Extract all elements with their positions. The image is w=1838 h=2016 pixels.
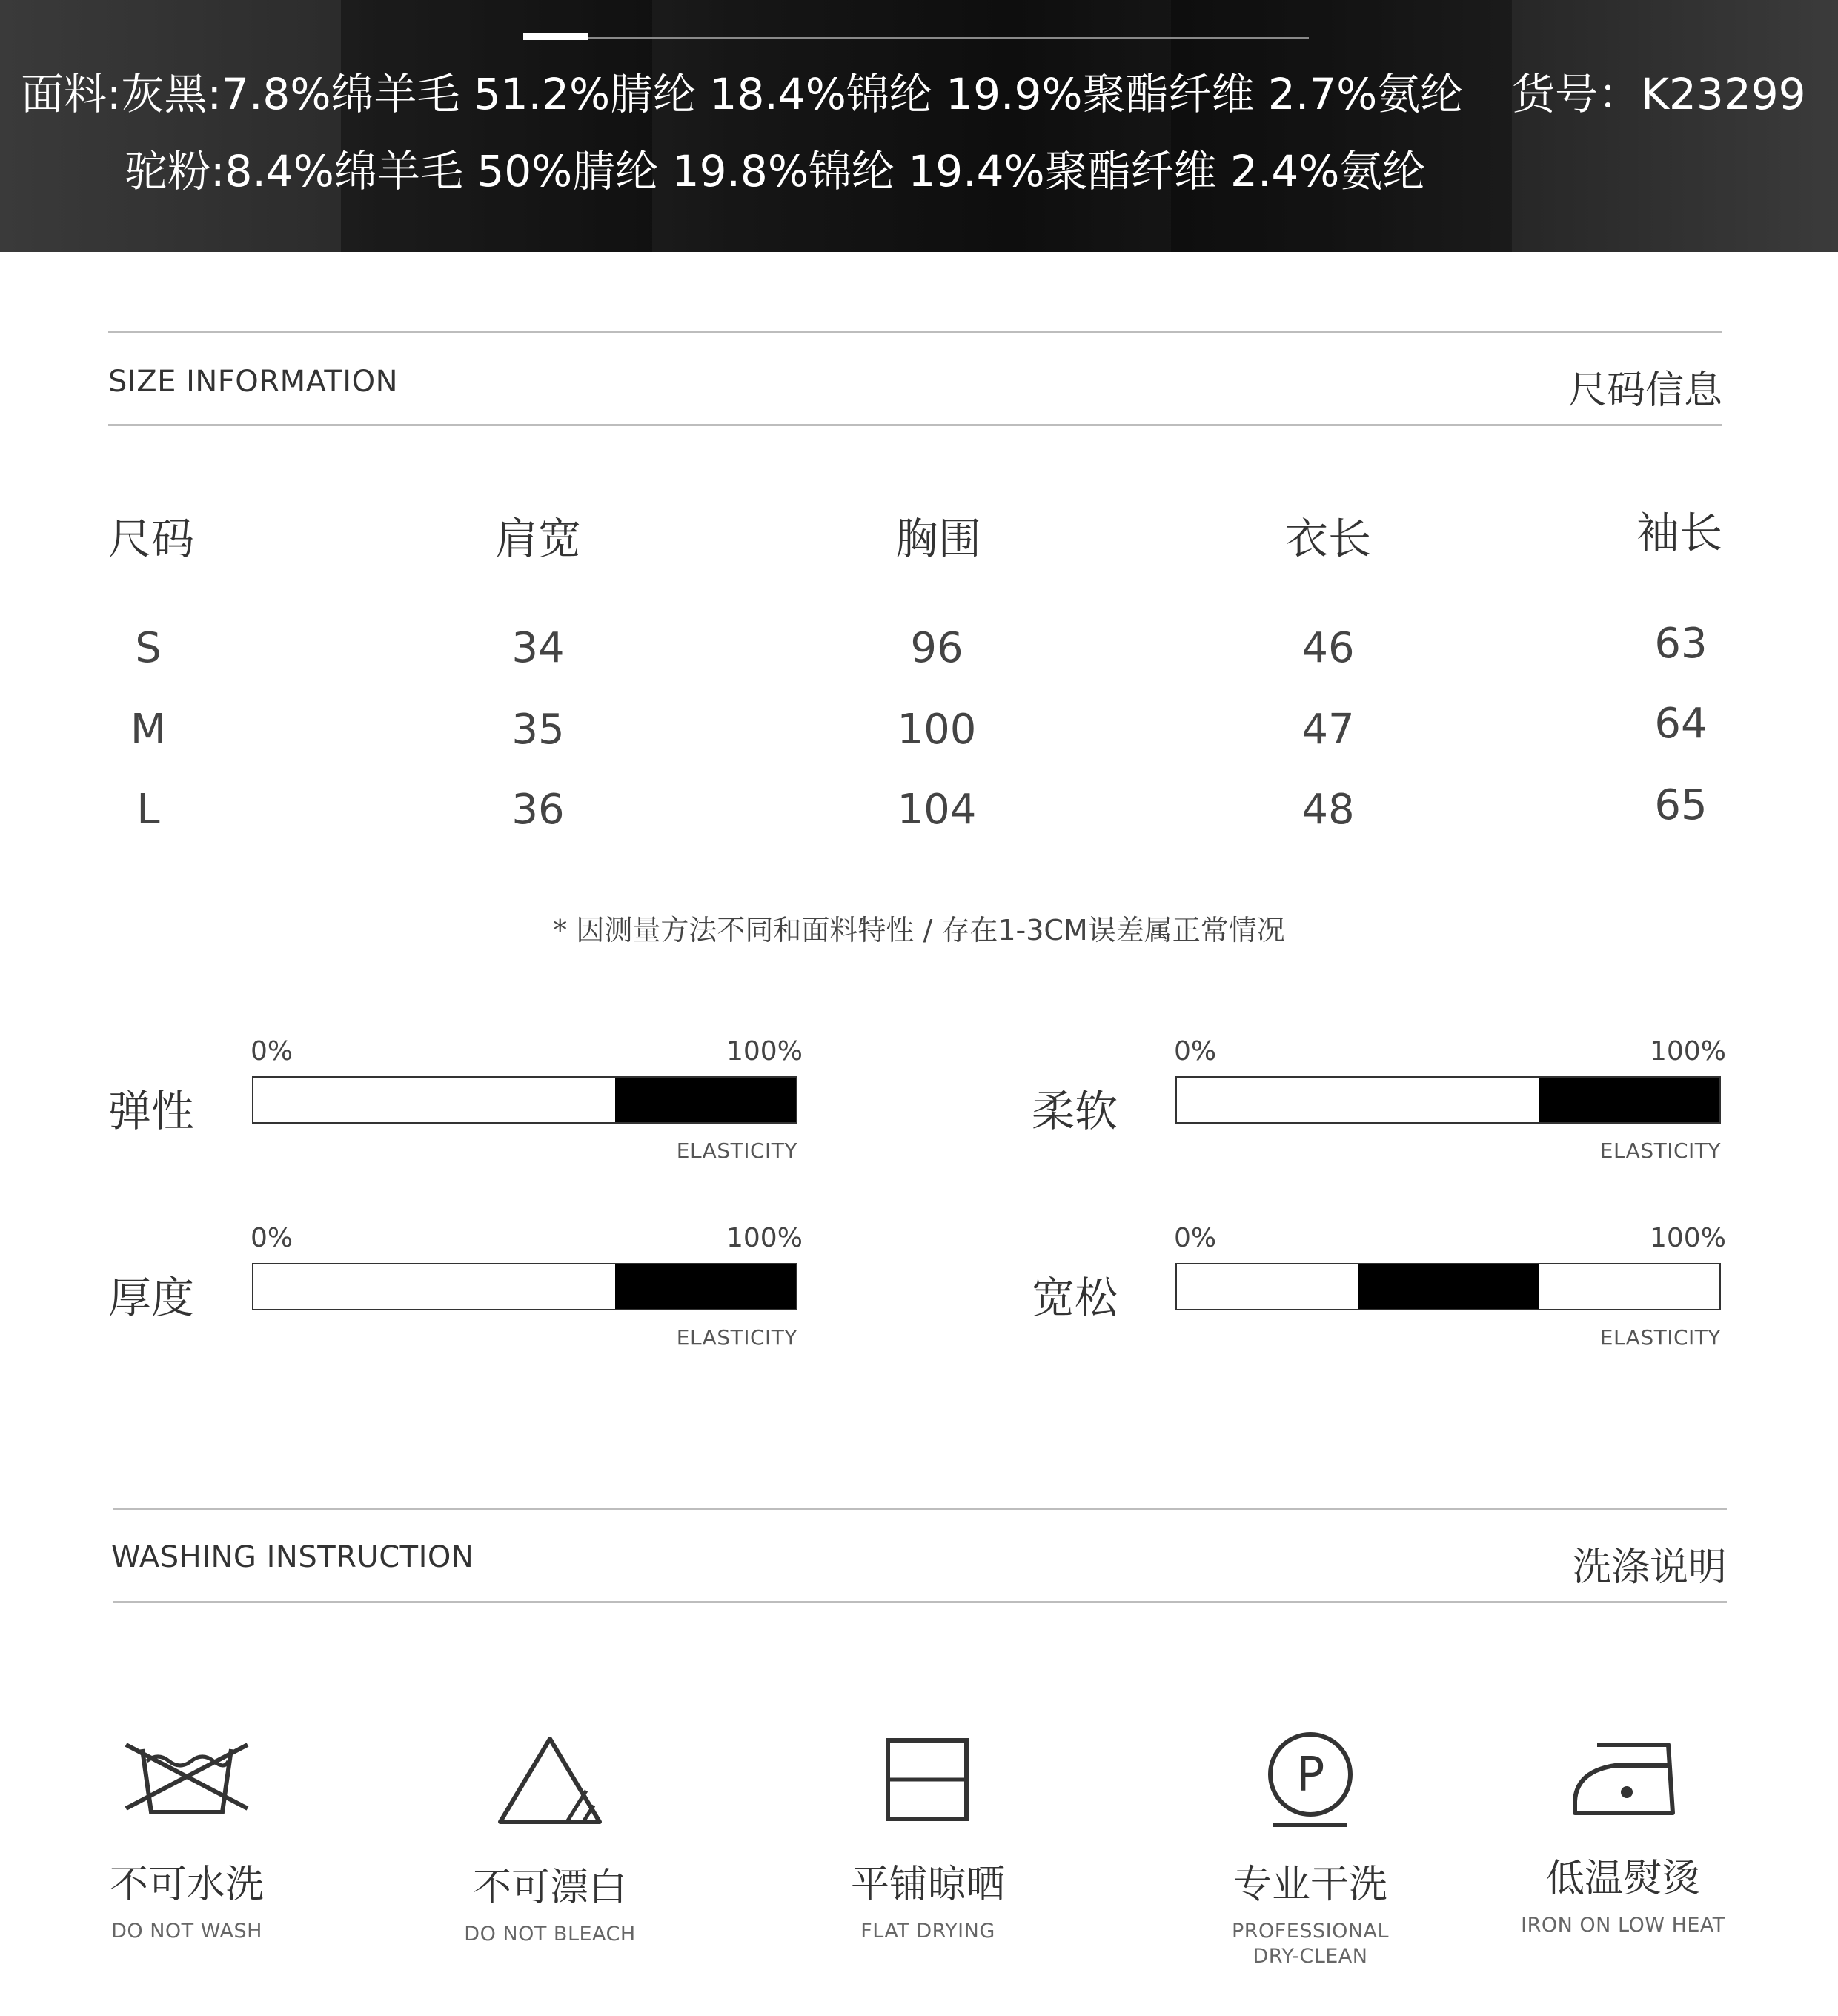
care-label-en: FLAT DRYING (860, 1920, 995, 1943)
table-cell-sleeve: 64 (1654, 700, 1708, 748)
washing-section-title-en: WASHING INSTRUCTION (111, 1540, 474, 1574)
table-cell-chest: 100 (897, 706, 977, 754)
care-label-cn: 不可漂白 (472, 1866, 627, 1910)
column-header-chest: 胸围 (895, 514, 982, 564)
care-item (1170, 1731, 1451, 1969)
care-item (1482, 1739, 1764, 1938)
scale-max-label: 100% (726, 1036, 803, 1067)
table-cell-length: 47 (1301, 706, 1355, 754)
size-section-title-en: SIZE INFORMATION (108, 365, 398, 399)
table-cell-length: 46 (1301, 624, 1355, 672)
washing-section-title-cn: 洗涤说明 (1572, 1545, 1727, 1590)
scale-max-label: 100% (1650, 1223, 1726, 1253)
no-wash-icon (120, 1734, 253, 1823)
rating-bar-fill (1358, 1264, 1539, 1309)
care-label-en-line: DRY-CLEAN (1253, 1945, 1368, 1968)
table-cell-size: S (135, 624, 162, 672)
table-cell-size: L (136, 786, 160, 834)
rating-bar-fill (615, 1264, 796, 1309)
care-item (46, 1734, 328, 1944)
attribute-label-softness: 柔软 (1032, 1086, 1118, 1136)
table-cell-chest: 104 (897, 786, 977, 834)
section-rule-top (113, 1508, 1727, 1510)
care-label-en: DO NOT WASH (111, 1920, 262, 1943)
rating-bar-looseness (1175, 1263, 1721, 1310)
column-header-size: 尺码 (108, 514, 195, 564)
fabric-line-1: 面料:灰黑:7.8%绵羊毛 51.2%腈纶 18.4%锦纶 19.9%聚酯纤维 2.7%氨纶 (21, 69, 1464, 119)
care-label-en-line: PROFESSIONAL (1231, 1920, 1390, 1943)
scale-min-label: 0% (1174, 1223, 1217, 1253)
table-cell-shoulder: 36 (511, 786, 565, 834)
scale-max-label: 100% (726, 1223, 803, 1253)
iron-low-icon (1567, 1739, 1679, 1819)
scale-min-label: 0% (251, 1223, 293, 1253)
table-cell-shoulder: 34 (511, 624, 565, 672)
table-cell-chest: 96 (910, 624, 963, 672)
section-rule-top (108, 331, 1722, 333)
scale-max-label: 100% (1650, 1036, 1726, 1067)
care-item (787, 1734, 1069, 1944)
table-cell-shoulder: 35 (511, 706, 565, 754)
section-rule-bottom (108, 424, 1722, 426)
size-section-title-cn: 尺码信息 (1567, 368, 1722, 413)
flat-dry-icon (883, 1734, 972, 1823)
rating-bar-caption: ELASTICITY (1599, 1138, 1721, 1163)
table-cell-length: 48 (1301, 786, 1355, 834)
rating-bar-thickness (252, 1263, 797, 1310)
rating-bar-fill (1539, 1078, 1719, 1122)
column-header-length: 衣长 (1285, 514, 1372, 564)
svg-text:P: P (1295, 1748, 1325, 1803)
section-rule-bottom (113, 1601, 1727, 1603)
scale-min-label: 0% (251, 1036, 293, 1067)
care-label-en: DO NOT BLEACH (464, 1923, 636, 1946)
rating-bar-caption: ELASTICITY (676, 1138, 797, 1163)
fabric-banner (0, 0, 1838, 252)
rating-bar-softness (1175, 1076, 1721, 1124)
care-label-cn: 专业干洗 (1232, 1863, 1387, 1907)
fabric-line-2: 驼粉:8.4%绵羊毛 50%腈纶 19.8%锦纶 19.4%聚酯纤维 2.4%氨纶 (125, 146, 1426, 196)
rating-bar-fill (615, 1078, 796, 1122)
scale-min-label: 0% (1174, 1036, 1217, 1067)
care-label-en (1170, 1919, 1451, 1969)
attribute-label-thickness: 厚度 (108, 1273, 195, 1323)
care-label-cn: 低温熨烫 (1545, 1857, 1700, 1901)
care-item (409, 1734, 691, 1947)
table-cell-size: M (130, 706, 167, 754)
care-label-cn: 不可水洗 (109, 1863, 264, 1907)
banner-divider (523, 37, 1309, 39)
rating-bar-elasticity (252, 1076, 797, 1124)
rating-bar-caption: ELASTICITY (1599, 1325, 1721, 1350)
measurement-note: * 因测量方法不同和面料特性 / 存在1-3CM误差属正常情况 (553, 914, 1285, 946)
rating-bar-caption: ELASTICITY (676, 1325, 797, 1350)
dry-clean-p-icon (1264, 1731, 1356, 1829)
care-label-en: IRON ON LOW HEAT (1521, 1914, 1725, 1937)
column-header-sleeve: 袖长 (1636, 508, 1723, 558)
no-bleach-icon (494, 1734, 606, 1826)
item-number: 货号：K23299 (1512, 69, 1806, 119)
banner-accent-bar (523, 33, 588, 40)
column-header-shoulder: 肩宽 (495, 514, 582, 564)
table-cell-sleeve: 63 (1654, 620, 1708, 668)
care-label-cn: 平铺晾晒 (850, 1863, 1005, 1907)
attribute-label-elasticity: 弹性 (108, 1086, 195, 1136)
attribute-label-looseness: 宽松 (1032, 1273, 1118, 1323)
table-cell-sleeve: 65 (1654, 781, 1708, 829)
